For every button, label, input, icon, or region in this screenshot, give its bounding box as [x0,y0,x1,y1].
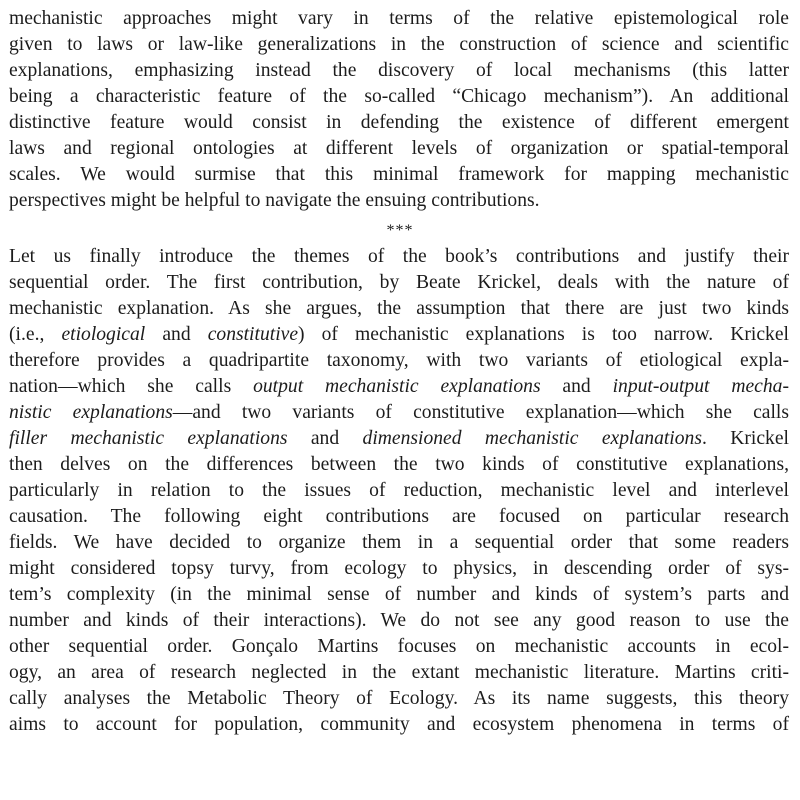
text-run: —and two variants of constitutive explanation—which she calls [172,402,789,423]
text-line: other sequential order. Gonçalo Martins focuses on mechanistic accounts in ecol- [9,636,789,657]
text-line [9,402,789,424]
text-run: ) of mechanistic explanations is too narrow. Krickel [298,324,789,345]
text-line: might considered topsy turvy, from ecology to physics, in descending order of sys- [9,558,789,579]
italic-term: input-output mecha- [612,376,789,397]
text-line: causation. The following eight contributions are focused on particular research [9,506,789,527]
text-line: distinctive feature would consist in defending the existence of different emergent [9,112,789,133]
text-run: and [540,376,613,397]
italic-term: constitutive [207,324,299,345]
text-run: nation—which she calls [9,376,254,397]
text-line: then delves on the differences between the two kinds of constitutive explanations, [9,454,789,475]
text-run: . Krickel [701,428,789,449]
section-separator: *** [386,222,414,239]
text-line: given to laws or law-like generalizations in the construction of science and scientific [9,34,789,55]
italic-term: dimensioned mechanistic explanations [362,428,702,449]
text-line: sequential order. The first contribution, by Beate Krickel, deals with the nature of [9,272,789,293]
text-line: therefore provides a quadripartite taxonomy, with two variants of etiological expla- [9,350,789,371]
text-line: laws and regional ontologies at different levels of organization or spatial-temporal [9,138,789,159]
text-line: particularly in relation to the issues of reduction, mechanistic level and interlevel [9,480,789,501]
text-line [9,324,789,346]
text-line: mechanistic approaches might vary in terms of the relative epistemological role [9,8,789,29]
text-run: and [145,324,208,345]
text-line: scales. We would surmise that this minimal framework for mapping mechanistic [9,164,789,185]
text-line [9,428,789,450]
text-line: Let us finally introduce the themes of the book’s contributions and justify their [9,246,789,267]
text-line: ogy, an area of research neglected in the extant mechanistic literature. Martins criti- [9,662,789,683]
text-line: mechanistic explanation. As she argues, the assumption that there are just two kinds [9,298,789,319]
text-run: (i.e., [9,324,62,345]
text-line: number and kinds of their interactions). We do not see any good reason to use the [9,610,789,631]
italic-term: filler mechanistic explanations [9,428,288,449]
text-line: fields. We have decided to organize them in a sequential order that some readers [9,532,789,553]
italic-term: etiological [61,324,146,345]
text-line: perspectives might be helpful to navigate the ensuing contributions. [9,190,540,211]
text-line: cally analyses the Metabolic Theory of Ecology. As its name suggests, this theory [9,688,789,709]
text-line: being a characteristic feature of the so-called “Chicago mechanism”). An additional [9,86,789,107]
italic-term: nistic explanations [9,402,173,423]
text-run: and [287,428,363,449]
text-line [9,376,789,398]
text-line: explanations, emphasizing instead the discovery of local mechanisms (this latter [9,60,789,81]
italic-term: output mechanistic explanations [253,376,541,397]
text-line: tem’s complexity (in the minimal sense of number and kinds of system’s parts and [9,584,789,605]
text-line: aims to account for population, community and ecosystem phenomena in terms of [9,714,789,735]
